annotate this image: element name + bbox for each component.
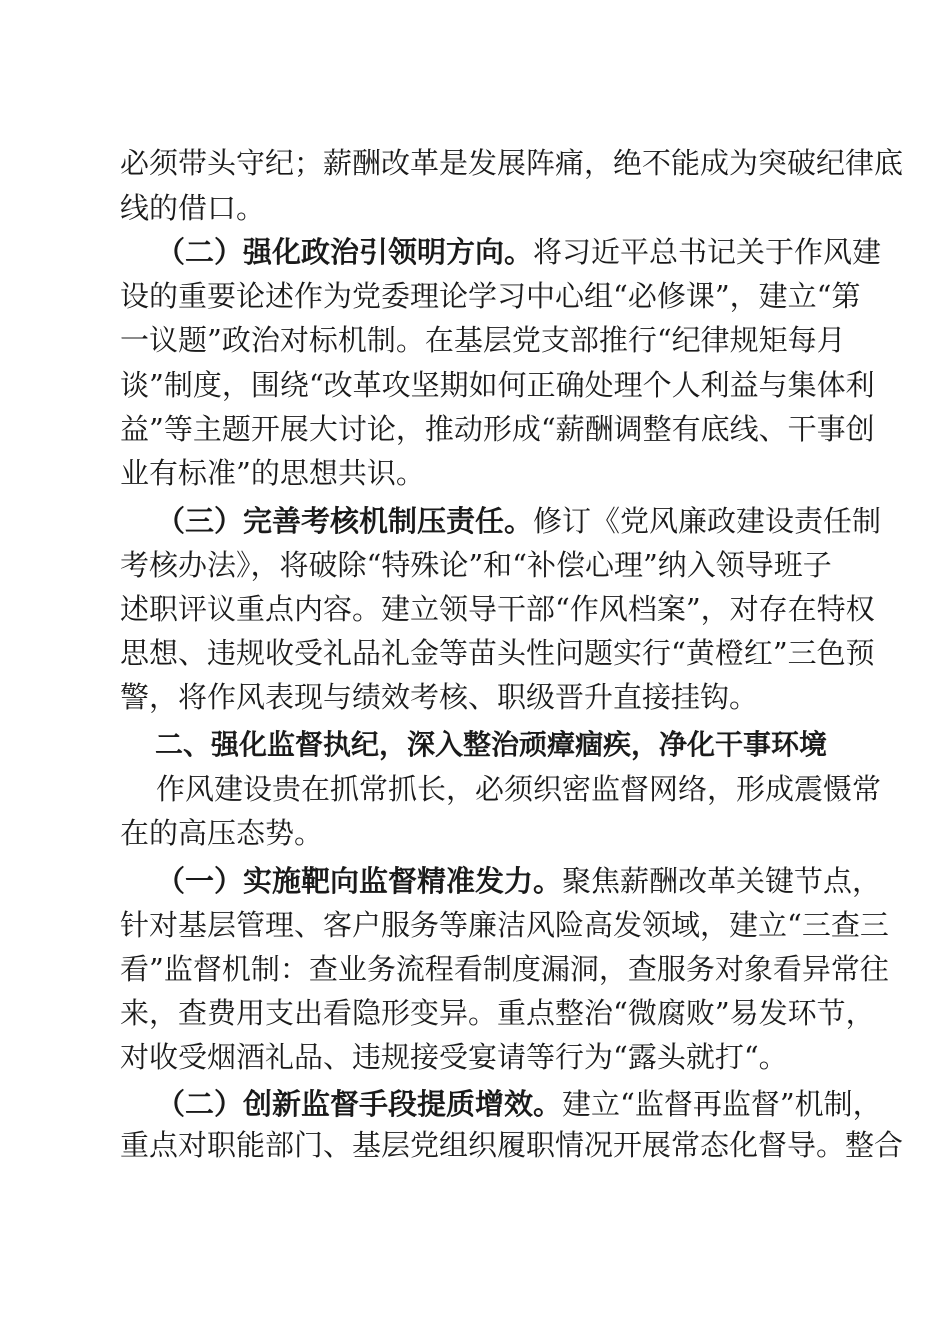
paragraph-line: 线的借口。 — [120, 191, 266, 225]
paragraph-line: 必须带头守纪；薪酬改革是发展阵痛，绝不能成为突破纪律底 — [120, 146, 904, 180]
paragraph-line: 述职评议重点内容。建立领导干部“作风档案”，对存在特权 — [120, 592, 875, 626]
subsection-title: （一）实施靶向监督精准发力。 — [156, 864, 563, 898]
paragraph-line: 考核办法》，将破除“特殊论”和“补偿心理”纳入领导班子 — [120, 548, 832, 582]
subsection-1-line — [120, 859, 882, 903]
paragraph-text: 聚焦薪酬改革关键节点， — [562, 864, 882, 898]
section-heading: 二、强化监督执纪，深入整治顽瘴痼疾，净化干事环境 — [155, 728, 828, 761]
paragraph-line: 看”监督机制：查业务流程看制度漏洞，查服务对象看异常往 — [120, 952, 889, 986]
paragraph-line: 益”等主题开展大讨论，推动形成“薪酬调整有底线、干事创 — [120, 412, 875, 446]
paragraph-text: 建立“监督再监督”机制， — [562, 1087, 882, 1121]
subsection-3-line — [120, 499, 882, 543]
subsection-2-line — [120, 230, 882, 274]
paragraph-text: 将习近平总书记关于作风建 — [533, 235, 882, 269]
subsection-2b-line — [120, 1082, 882, 1126]
subsection-title: （三）完善考核机制压责任。 — [156, 504, 534, 538]
paragraph-line: 针对基层管理、客户服务等廉洁风险高发领域，建立“三查三 — [120, 908, 889, 942]
paragraph-line: 谈”制度，围绕“改革攻坚期如何正确处理个人利益与集体利 — [120, 368, 875, 402]
subsection-title: （二）强化政治引领明方向。 — [156, 235, 534, 269]
subsection-title: （二）创新监督手段提质增效。 — [156, 1087, 563, 1121]
paragraph-line: 作风建设贵在抓常抓长，必须织密监督网络，形成震慑常 — [156, 772, 882, 806]
paragraph-text: 修订《党风廉政建设责任制 — [533, 504, 882, 538]
paragraph-line: 在的高压态势。 — [120, 816, 324, 850]
paragraph-line: 来，查费用支出看隐形变异。重点整治“微腐败”易发环节， — [120, 996, 875, 1030]
paragraph-line: 重点对职能部门、基层党组织履职情况开展常态化督导。整合 — [120, 1128, 904, 1162]
paragraph-line: 思想、违规收受礼品礼金等苗头性问题实行“黄橙红”三色预 — [120, 636, 875, 670]
paragraph-line: 设的重要论述作为党委理论学习中心组“必修课”，建立“第 — [120, 279, 861, 313]
paragraph-line: 一议题”政治对标机制。在基层党支部推行“纪律规矩每月 — [120, 323, 846, 357]
paragraph-line: 对收受烟酒礼品、违规接受宴请等行为“露头就打“。 — [120, 1040, 788, 1074]
paragraph-line: 警，将作风表现与绩效考核、职级晋升直接挂钩。 — [120, 680, 759, 714]
paragraph-line: 业有标准”的思想共识。 — [120, 456, 425, 490]
